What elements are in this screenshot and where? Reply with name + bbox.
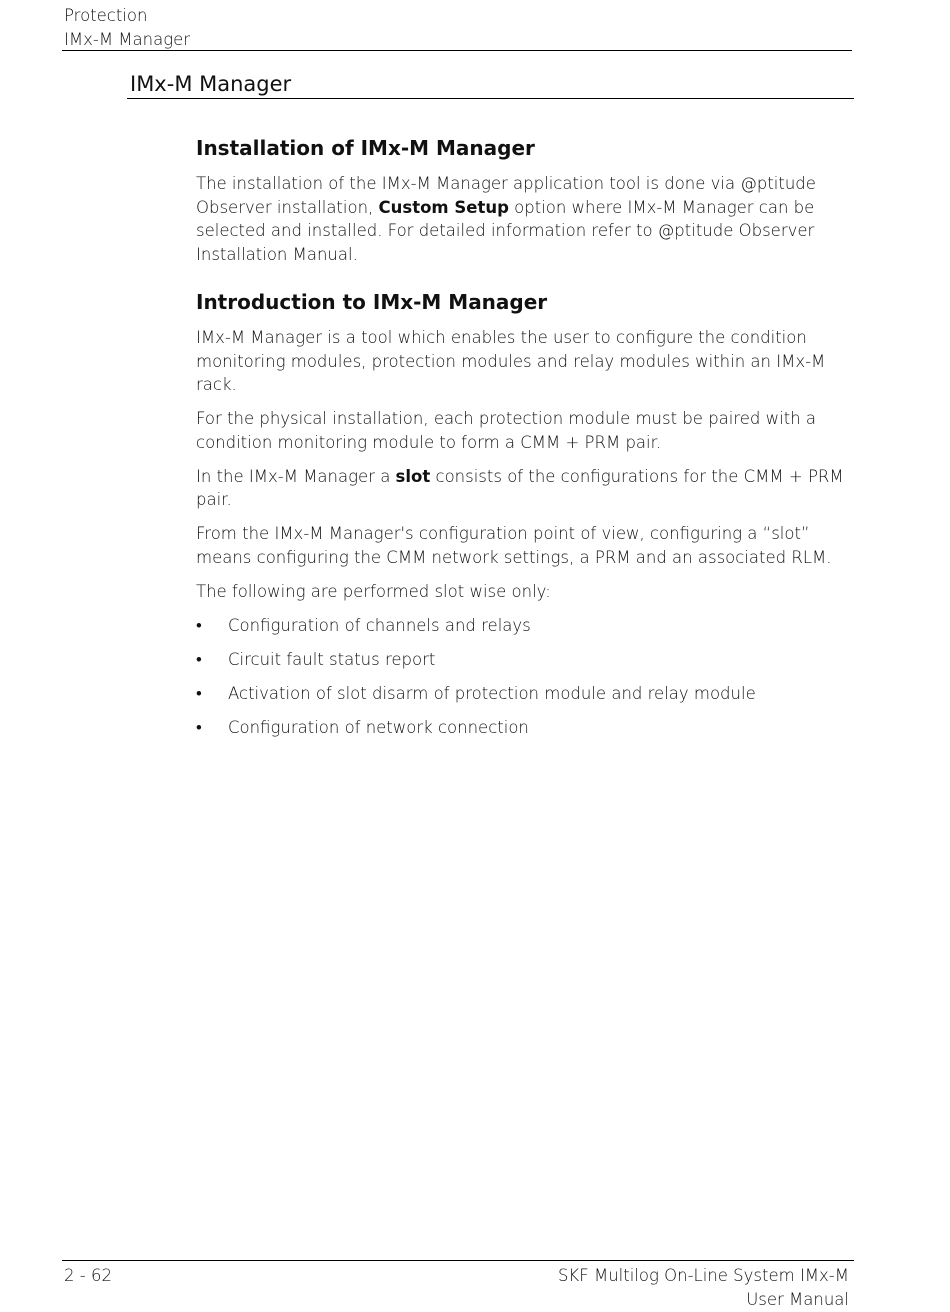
slot-text-start: In the IMx-M Manager a: [196, 466, 396, 486]
header-rule: [62, 50, 852, 51]
main-content: [196, 134, 856, 750]
bullet-icon: •: [196, 717, 202, 737]
intro-paragraph-5: The following are performed slot wise only:: [196, 581, 551, 601]
list-item: [196, 648, 856, 672]
installation-paragraph: [196, 172, 856, 266]
intro-paragraph-4: From the IMx-M Manager's configuration point of view, configuring a “slot” means configuring the CMM network settings, a PRM and an associated RLM.: [196, 524, 832, 567]
slot-wise-list: [196, 614, 856, 740]
list-item: [196, 682, 856, 706]
slot-text-end: consists of the configurations for the CMM + PRM pair.: [196, 466, 844, 509]
bullet-icon: •: [196, 649, 202, 669]
list-item: [196, 614, 856, 638]
list-item: [196, 716, 856, 740]
installation-heading: Installation of IMx-M Manager: [196, 136, 535, 160]
list-item-text: Configuration of network connection: [228, 717, 529, 737]
list-item-text: Activation of slot disarm of protection module and relay module: [228, 683, 756, 703]
page-number: 2 - 62: [64, 1266, 112, 1285]
intro-paragraph-2: For the physical installation, each protection module must be paired with a condition monitoring module to form a CMM + PRM pair.: [196, 409, 817, 452]
bullet-icon: •: [196, 683, 202, 703]
footer-document-type: User Manual: [746, 1290, 849, 1309]
list-item-text: Configuration of channels and relays: [228, 615, 531, 635]
installation-text-start: The installation of the IMx-M Manager application tool is done via @ptitude Observer installation,: [196, 174, 816, 217]
intro-paragraph-3: [196, 465, 856, 512]
list-item-text: Circuit fault status report: [228, 649, 436, 669]
chapter-rule: [127, 98, 854, 99]
footer-product-info: [558, 1264, 849, 1312]
slot-term: slot: [395, 466, 431, 486]
footer-product-name: SKF Multilog On-Line System IMx-M: [557, 1266, 849, 1285]
footer-rule: [62, 1260, 854, 1261]
running-header-section: Protection: [64, 6, 148, 25]
running-header: [64, 4, 190, 52]
running-header-subsection: IMx-M Manager: [64, 30, 191, 49]
bullet-icon: •: [196, 615, 202, 635]
chapter-title: IMx-M Manager: [130, 72, 292, 96]
introduction-heading: Introduction to IMx-M Manager: [196, 290, 548, 314]
custom-setup-term: Custom Setup: [378, 197, 509, 217]
installation-text-end: option where IMx-M Manager can be selected and installed. For detailed information refer to @ptitude Observer Installation Manual.: [196, 197, 815, 264]
intro-paragraph-1: IMx-M Manager is a tool which enables the user to configure the condition monitoring modules, protection modules and relay modules within an IMx-M rack.: [196, 328, 826, 394]
